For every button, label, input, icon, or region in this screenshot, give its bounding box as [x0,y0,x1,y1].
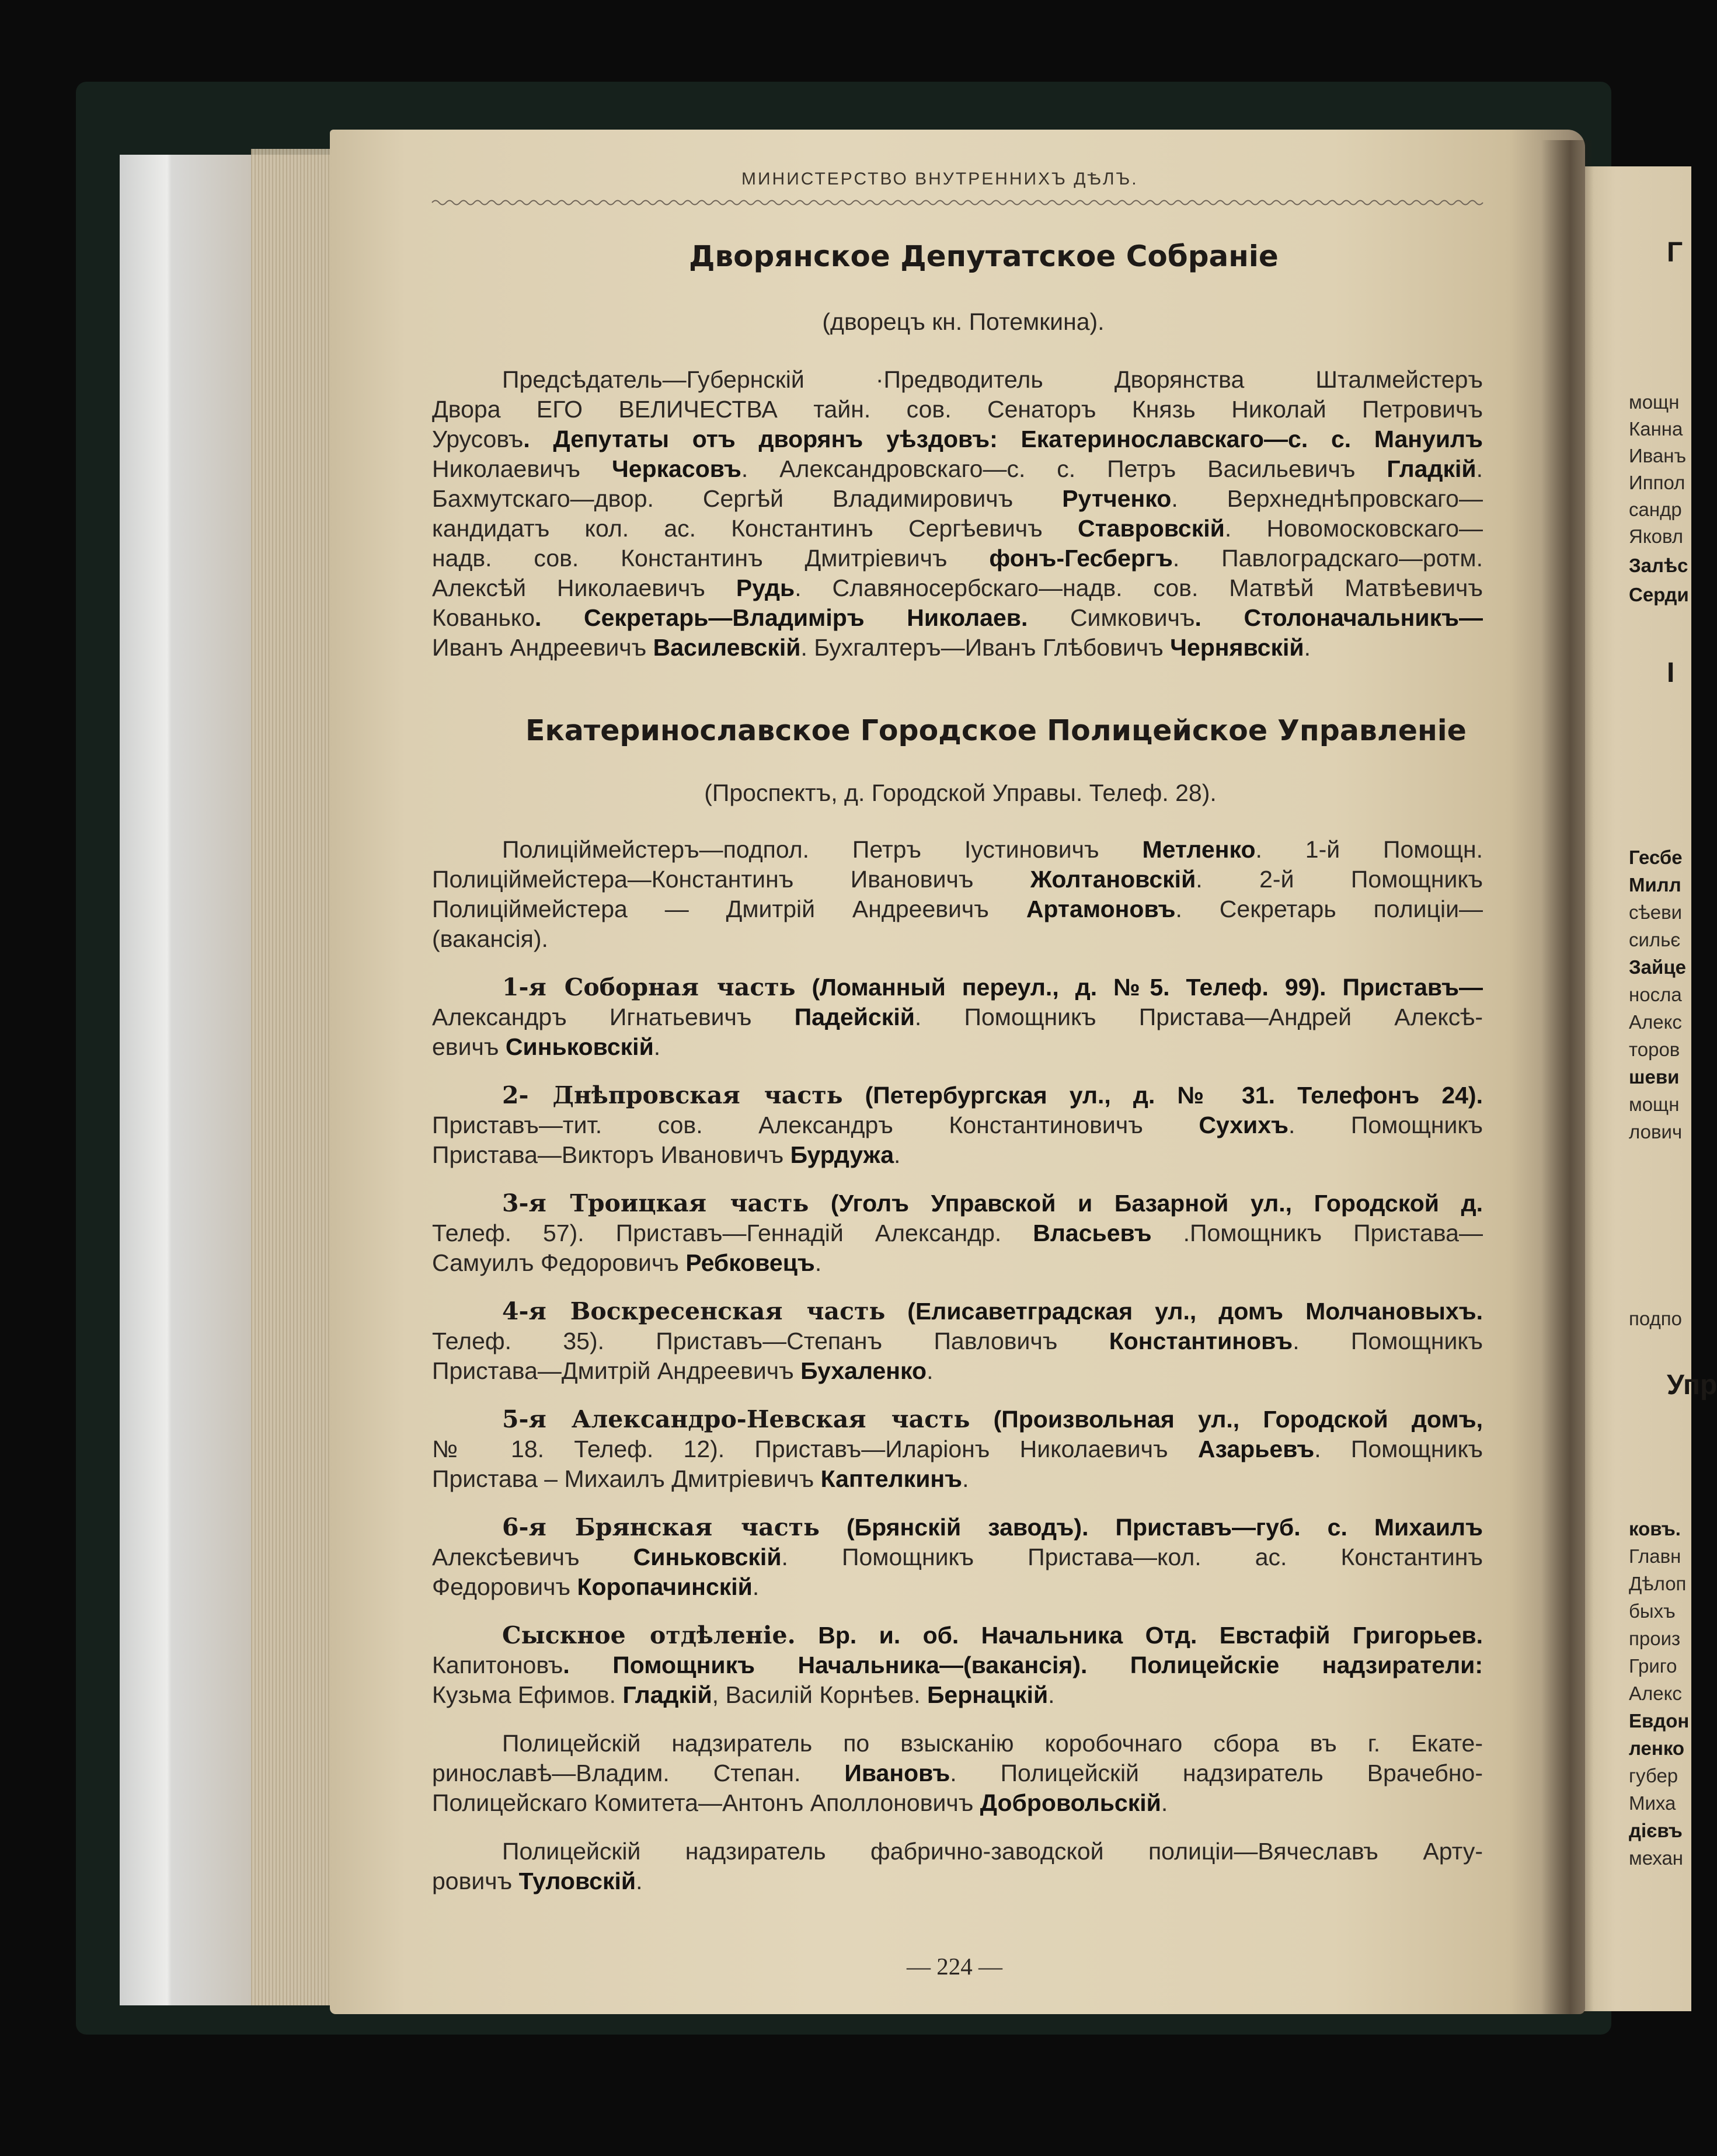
text-run: Телеф. 35). Приставъ—Степанъ Павловичъ [432,1328,1109,1354]
person-name: Туловскій [518,1868,636,1894]
text-run: Алексѣй Николаевичъ [432,574,736,601]
person-name: Константиновъ [1109,1328,1293,1354]
text-run: ровичъ [432,1868,519,1894]
text-run: надв. сов. Константинъ Дмитріевичъ [432,545,990,572]
text-line [432,1032,1483,1062]
person-name: Сухихъ [1199,1112,1288,1138]
text-run: Алексѣевичъ [432,1544,633,1570]
text-line [432,633,1483,663]
text-run: . [814,1249,822,1276]
text-line [432,1729,1483,1758]
text-line [432,1326,1483,1356]
text-run: Александръ Игнатьевичъ [432,1004,795,1030]
text-run: . Бухгалтеръ—Иванъ Глѣбовичъ [800,634,1171,661]
text-line [432,1464,1483,1494]
text-run: . Помощникъ [1293,1328,1483,1354]
text-run: . Александровскаго—с. с. Петръ Васильевичъ [741,455,1387,482]
right-page-line: лович [1629,1121,1683,1143]
person-name: (Ломанный переул., д. №5. Телеф. 99). Приставъ— [795,974,1483,1001]
text-line [432,1680,1483,1710]
right-page-line: торов [1629,1039,1680,1060]
text-run: Симковичъ [1070,604,1195,631]
right-page-line: ленко [1629,1737,1685,1759]
text-line [432,1110,1483,1140]
police-district [432,1189,1483,1278]
person-name: Бурдужа [790,1141,894,1168]
person-name: Артамоновъ [1026,896,1176,922]
page-number: — 224 — [907,1953,1002,1980]
right-page-line: Иванъ [1629,445,1687,466]
police-district [432,1081,1483,1170]
person-name: (Брянскій заводъ). Приставъ—губ. с. Михаилъ [819,1514,1483,1541]
right-page-line: Канна [1629,418,1683,440]
right-page-bold-line: Серди [1629,584,1689,605]
text-line [432,1356,1483,1386]
text-line [432,1248,1483,1278]
text-run: . [636,1868,643,1894]
person-name: . Помощникъ Начальника—(вакансія). Полицейскіе надзиратели: [563,1652,1483,1678]
text-run: Пристава – Михаилъ Дмитріевичъ [432,1465,821,1492]
text-run: . [1304,634,1311,661]
right-page-line: Яковл [1629,525,1684,547]
text-run: . Секретарь полиціи— [1175,896,1483,922]
right-page-line: Дѣлоп [1629,1573,1687,1594]
person-name: (Произвольная ул., Городской домъ, [970,1406,1483,1433]
text-run: (вакансія). [432,925,548,952]
person-name: Власьевъ [1033,1220,1152,1246]
text-line [432,1297,1483,1326]
section-subtitle-police: (Проспектъ, д. Городской Управы. Телеф. 28). [704,779,1217,806]
person-name: Азарьевъ [1197,1436,1315,1462]
section-title-police: Екатеринославское Городское Полицейское Управленіе [525,714,1467,747]
person-name: Рутченко [1062,485,1172,512]
right-page-line: подпо [1629,1308,1682,1329]
right-page-line: мощн [1629,391,1680,413]
text-run: 3-я Троицкая часть [502,1189,809,1217]
person-name: (Уголъ Управской и Базарной ул., Городской д. [809,1190,1483,1217]
text-line [432,1218,1483,1248]
text-line [432,1140,1483,1170]
section-body-police [432,835,1483,1896]
text-run: . Славяносербскаго—надв. сов. Матвѣй Матвѣевичъ [795,574,1483,601]
right-page-line: Главн [1629,1545,1681,1567]
text-run: Полицейскаго Комитета—Антонъ Аполлоновичъ [432,1789,980,1816]
right-page-line: ковъ. [1629,1518,1681,1539]
text-run: Полиціймейстера—Константинъ Ивановичъ [432,866,1030,893]
person-name: . Секретарь—Владиміръ Николаев. [535,604,1070,631]
police-district [432,1405,1483,1494]
text-run: Бахмутскаго—двор. Сергѣй Владимировичъ [432,485,1063,512]
text-line [432,835,1483,865]
right-page-line: шеви [1629,1066,1680,1088]
text-line [432,973,1483,1002]
person-name: Ставровскій [1077,515,1225,542]
right-page-line: сѣеви [1629,901,1683,923]
right-page-bold-line: Залѣс [1629,555,1688,576]
text-run: . [1048,1681,1055,1708]
right-page-line: сандр [1629,499,1682,520]
text-run: . Помощникъ Пристава—кол. ас. Константинъ [781,1544,1483,1570]
person-name: (Петербургская ул., д. № 31. Телефонъ 24). [842,1082,1483,1109]
text-run: . [962,1465,969,1492]
book-gutter [1541,140,1594,2014]
text-run: Иванъ Андреевичъ [432,634,653,661]
police-district [432,1297,1483,1386]
text-line [432,1788,1483,1818]
person-name: фонъ-Гесбергъ [989,545,1173,572]
text-run: евичъ [432,1033,506,1060]
text-run: . Помощникъ [1314,1436,1483,1462]
text-run: 1-я Соборная часть [502,973,796,1001]
person-name: Бухаленко [800,1357,927,1384]
text-run: ринославѣ—Владим. Степан. [432,1760,845,1786]
text-run: Полиціймейстеръ—подпол. Петръ Іустиновичъ [502,836,1143,863]
right-page-line: Гесбе [1629,847,1683,868]
text-line [432,1758,1483,1788]
section-body-nobility [432,365,1483,663]
text-line [432,1189,1483,1218]
text-line [432,1650,1483,1680]
text-run: 6-я Брянская часть [502,1513,820,1541]
text-run: Полицейскій надзиратель фабрично-заводской полиціи—Вячеславъ Арту- [502,1838,1483,1865]
police-district [432,1621,1483,1710]
right-page-line: Алекс [1629,1683,1682,1704]
text-run: 5-я Александро-Невская часть [502,1405,970,1433]
text-run: Николаевичъ [432,455,612,482]
person-name: Синьковскій [633,1544,782,1570]
text-line [432,1542,1483,1572]
text-line [432,454,1483,484]
right-page-line: Алекс [1629,1011,1682,1033]
text-run: Полицейскій надзиратель по взысканію коробочнаго сбора въ г. Екате- [502,1730,1483,1757]
person-name: (Елисаветградская ул., домъ Молчановыхъ. [885,1298,1483,1325]
person-name: Жолтановскій [1030,866,1196,893]
person-name: Ивановъ [844,1760,950,1786]
inspector-paragraph [432,1729,1483,1818]
text-run: Приставъ—тит. сов. Александръ Константиновичъ [432,1112,1199,1138]
person-name: Гладкій [1387,455,1476,482]
text-line [432,1621,1483,1650]
right-page-line: мощн [1629,1093,1680,1115]
person-name: Гладкій [622,1681,712,1708]
text-line [432,1434,1483,1464]
right-page-line: носла [1629,984,1682,1005]
text-run: . Помощникъ [1288,1112,1483,1138]
text-run: . 2-й Помощникъ [1196,866,1483,893]
text-line [432,514,1483,544]
text-line [432,1405,1483,1434]
text-line [432,573,1483,603]
person-name: Чернявскій [1170,634,1304,661]
right-page-heading: Г [1667,237,1683,268]
text-run: .Помощникъ Пристава— [1151,1220,1483,1246]
text-line [432,424,1483,454]
inspector-paragraph [432,1837,1483,1896]
person-name: Коропачинскій [577,1573,753,1600]
text-line [432,1081,1483,1110]
right-page-heading: Упр [1667,1370,1717,1401]
right-page-line: Милл [1629,874,1681,896]
person-name: Ребковецъ [685,1249,815,1276]
text-line [432,603,1483,633]
text-line [432,365,1483,395]
right-page-line: Иппол [1629,472,1685,493]
text-run: . [927,1357,934,1384]
person-name: Добровольскій [980,1789,1161,1816]
person-name: Черкасовъ [611,455,741,482]
text-run: . Помощникъ Пристава—Андрей Алексѣ- [914,1004,1483,1030]
section-subtitle-nobility: (дворецъ кн. Потемкина). [822,308,1105,335]
text-run: . [653,1033,661,1060]
text-run: . Верхнеднѣпровскаго— [1171,485,1483,512]
section-title-nobility: Дворянское Депутатское Собраніе [689,239,1279,273]
text-line [432,1572,1483,1602]
person-name: . Столоначальникъ— [1194,604,1483,631]
nobility-paragraph [432,365,1483,663]
text-run: 4-я Воскресенская часть [502,1297,886,1325]
right-page-heading: І [1667,657,1675,688]
text-line [432,1002,1483,1032]
right-page-line: произ [1629,1628,1681,1649]
text-run: Телеф. 57). Приставъ—Геннадій Александр. [432,1220,1033,1246]
text-line [432,865,1483,894]
text-line [432,484,1483,514]
police-district [432,973,1483,1062]
text-run: Самуилъ Федоровичъ [432,1249,686,1276]
right-page-line: дієвъ [1629,1820,1683,1841]
right-page-line: Евдон [1629,1710,1690,1732]
text-run: Предсѣдатель—Губернскій ·Предводитель Дворянства Шталмейстеръ [502,366,1483,393]
text-line [432,1837,1483,1866]
person-name: Вр. и. об. Начальника Отд. Евстафій Григорьев. [795,1622,1483,1649]
police-district [432,1513,1483,1602]
running-header: МИНИСТЕРСТВО ВНУТРЕННИХЪ ДѢЛЪ. [741,169,1138,189]
text-line [432,1513,1483,1542]
text-run: . [894,1141,901,1168]
text-run: . [1161,1789,1168,1816]
text-run: кандидатъ кол. ас. Константинъ Сергѣевичъ [432,515,1078,542]
person-name: Бернацкій [927,1681,1049,1708]
right-page-line: сильє [1629,929,1681,950]
right-page-line: быхъ [1629,1600,1676,1622]
right-page-line: механ [1629,1847,1684,1869]
person-name: . Депутаты отъ дворянъ уѣздовъ: Екатеринославскаго—с. с. Мануилъ [523,426,1483,452]
text-run: . Новомосковскаго— [1224,515,1483,542]
person-name: Метленко [1142,836,1256,863]
text-line [432,1866,1483,1896]
text-run: . Павлоградскаго—ротм. [1172,545,1483,572]
text-run: Кованько [432,604,535,631]
text-line [432,395,1483,424]
right-page-line: губер [1629,1765,1678,1786]
header-wavy-rule [432,196,1483,209]
text-run: Пристава—Дмитрій Андреевичъ [432,1357,801,1384]
text-run: Сыскное отдѣленіе. [502,1621,796,1649]
text-run: Урусовъ [432,426,524,452]
text-run: Капитоновъ [432,1652,563,1678]
text-run: . [752,1573,760,1600]
text-run: 2- Днѣпровская часть [502,1081,843,1109]
text-run: Пристава—Викторъ Ивановичъ [432,1141,790,1168]
text-run: . [1476,455,1483,482]
text-line [432,924,1483,954]
text-run: . 1-й Помощн. [1255,836,1483,863]
right-page-line: Григо [1629,1655,1677,1677]
text-run: Федоровичъ [432,1573,577,1600]
text-line [432,544,1483,573]
text-line [432,894,1483,924]
person-name: Каптелкинъ [820,1465,963,1492]
person-name: Рудь [736,574,795,601]
person-name: Василевскій [653,634,801,661]
person-name: Падейскій [794,1004,915,1030]
text-run: № 18. Телеф. 12). Приставъ—Иларіонъ Николаевичъ [432,1436,1198,1462]
right-page-line: Зайце [1629,956,1686,978]
right-page-line: Миха [1629,1792,1676,1814]
text-run: . Полицейскій надзиратель Врачебно- [950,1760,1483,1786]
text-run: Полиціймейстера — Дмитрій Андреевичъ [432,896,1026,922]
text-run: , Василій Корнѣев. [712,1681,927,1708]
police-intro [432,835,1483,954]
text-run: Двора ЕГО ВЕЛИЧЕСТВА тайн. сов. Сенаторъ Князь Николай Петровичъ [432,396,1483,423]
text-run: Кузьма Ефимов. [432,1681,623,1708]
person-name: Синьковскій [505,1033,654,1060]
